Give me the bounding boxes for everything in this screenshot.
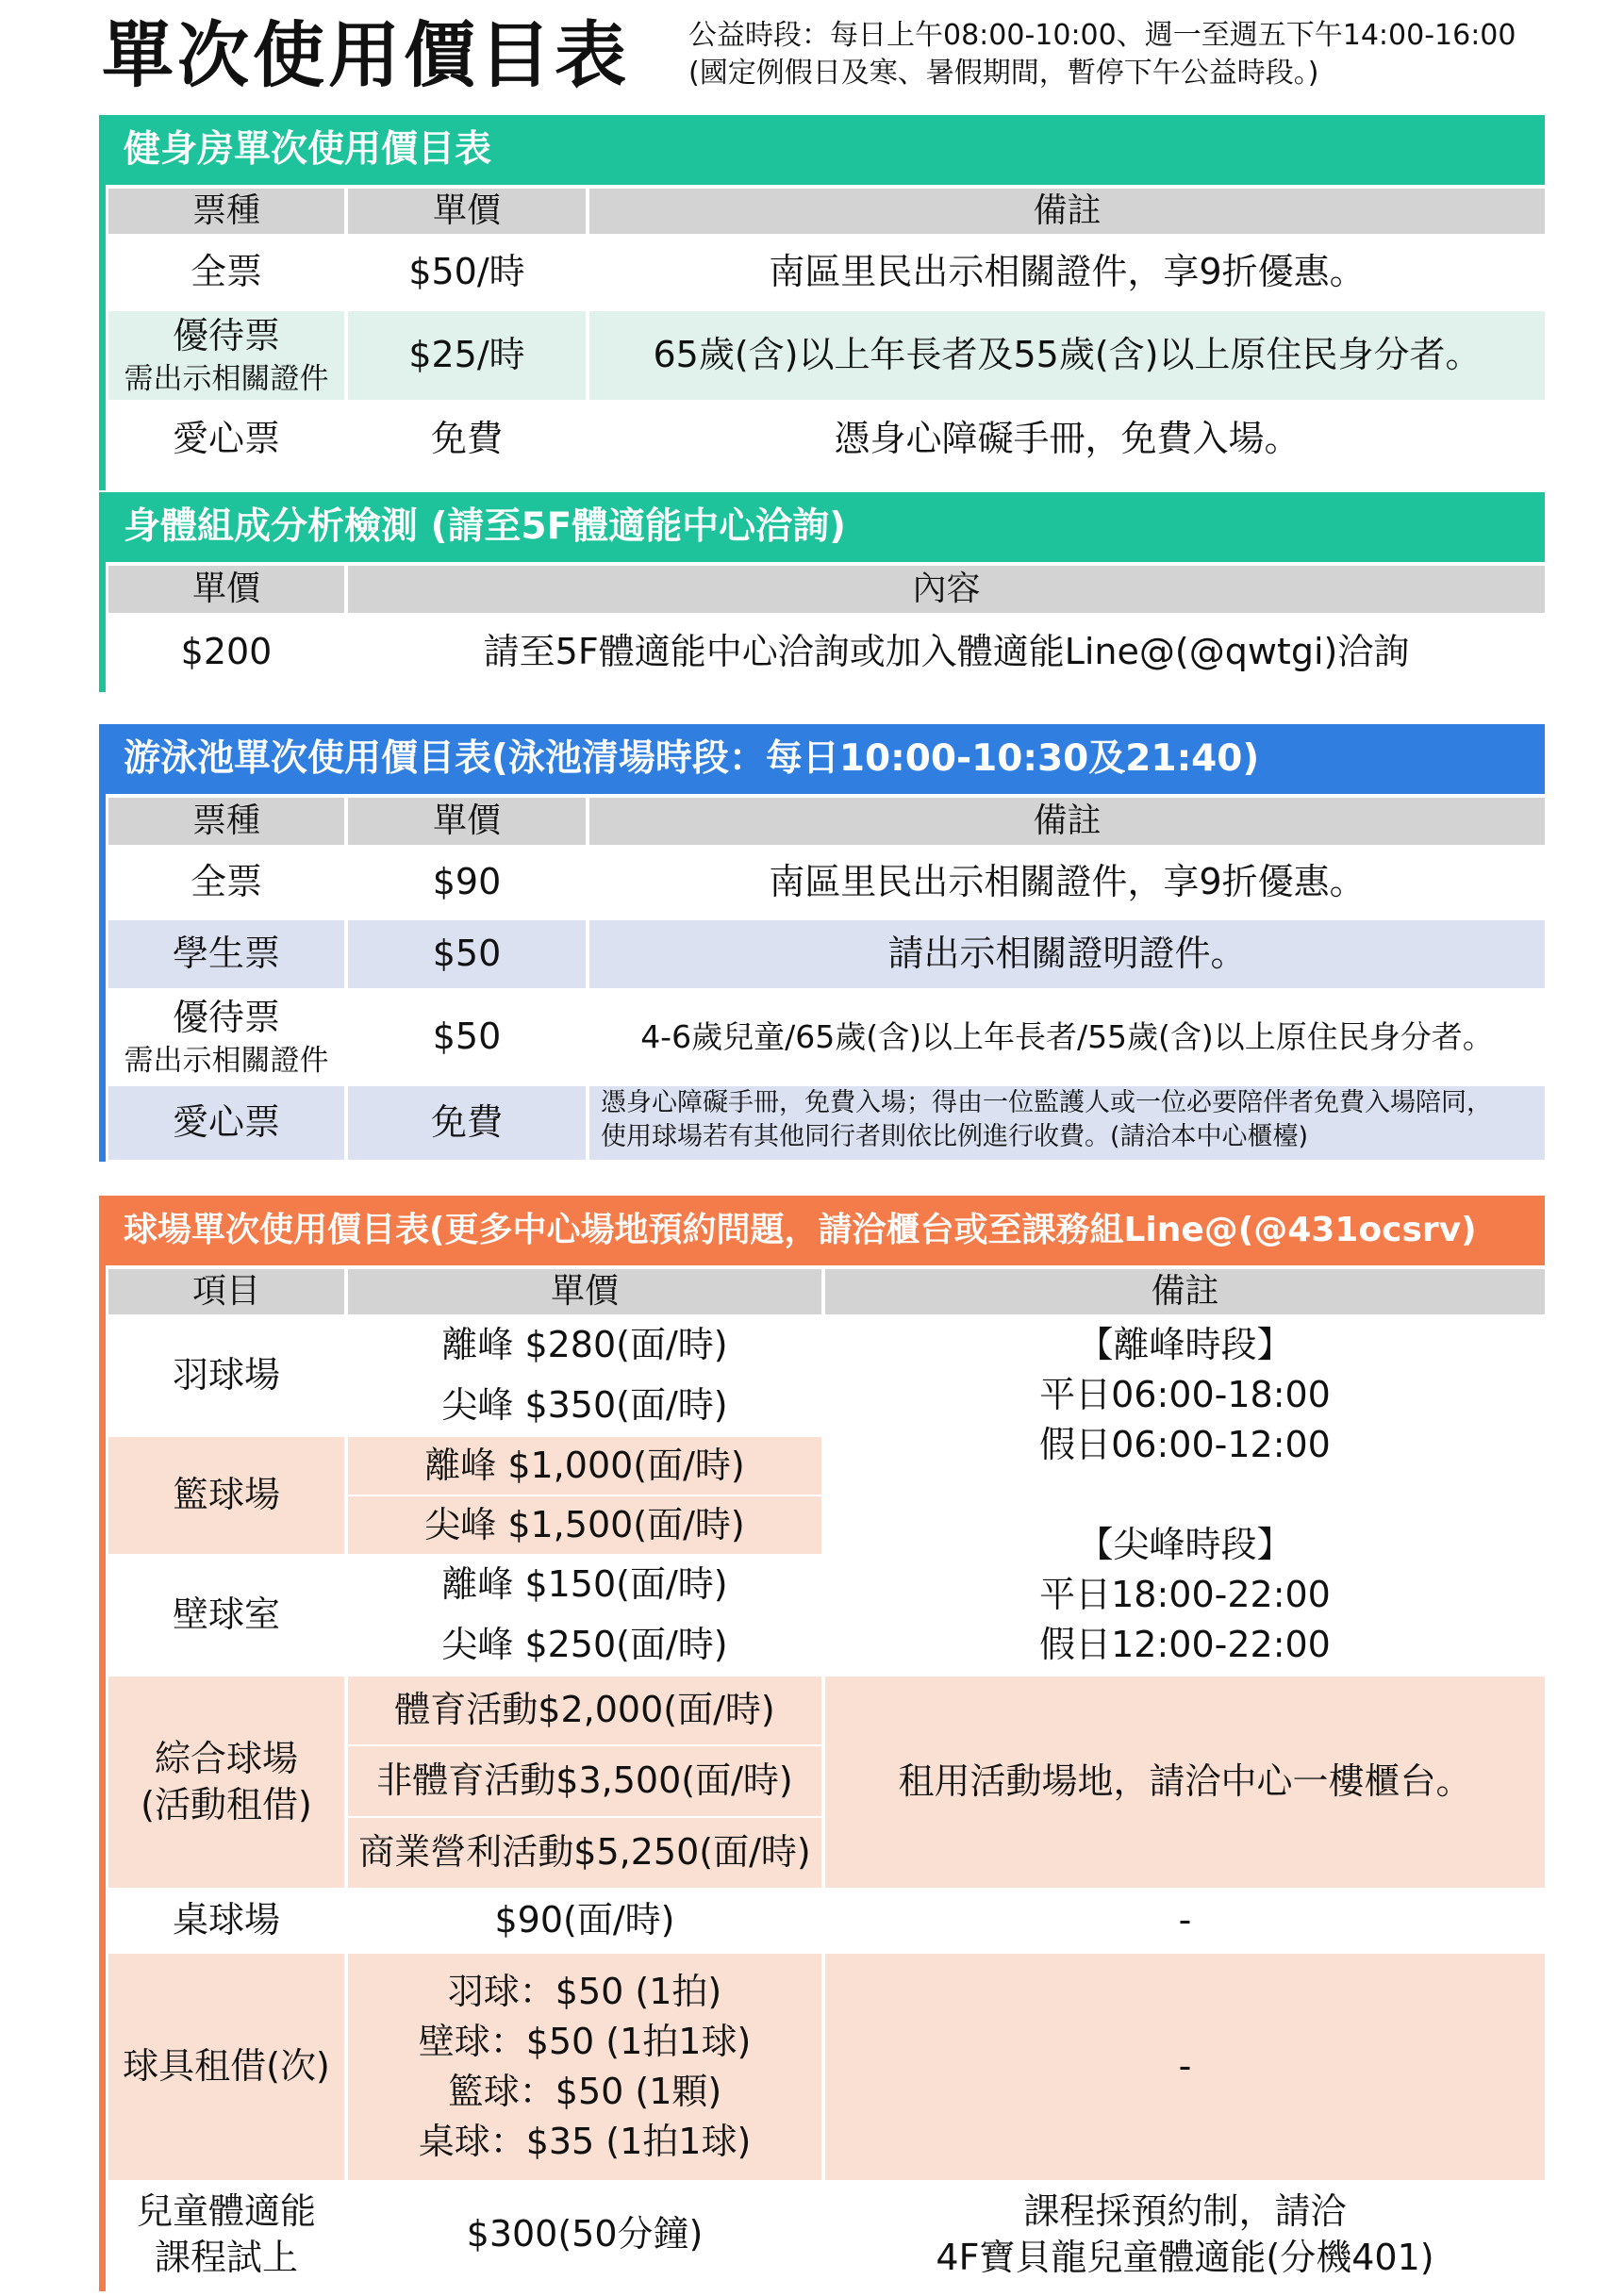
- swim-row-full-type: 全票: [190, 861, 262, 903]
- equipment-badminton-price: 羽球：$50 (1拍): [447, 1971, 722, 2012]
- multi-court-name-line2: (活動租借): [141, 1784, 312, 1825]
- table-tennis-price: $90(面/時): [494, 1899, 675, 1941]
- swim-row-full-price: $90: [432, 861, 502, 903]
- swim-row-student-price: $50: [348, 920, 586, 988]
- multi-court-commercial-price: 商業營利活動$5,250(面/時): [348, 1818, 821, 1888]
- multi-court-note: 租用活動場地，請洽中心一樓櫃台。: [825, 1677, 1545, 1888]
- gym-row-concession-type: [108, 311, 344, 400]
- gym-header-type: 票種: [108, 189, 344, 234]
- swim-section: [99, 724, 1545, 1162]
- kids-fitness-note-line1: 課程採預約制，請洽: [1023, 2189, 1347, 2232]
- swim-row-student-type: 學生票: [108, 920, 344, 988]
- basketball-off-peak-price: 離峰 $1,000(面/時): [348, 1437, 821, 1495]
- gym-section: [99, 115, 1545, 490]
- squash-peak-price: 尖峰 $250(面/時): [441, 1624, 728, 1666]
- swim-header-note: 備註: [589, 798, 1545, 845]
- kids-fitness-name-line2: 課程試上: [154, 2237, 298, 2278]
- swim-row-concession-price: $50: [432, 1016, 502, 1058]
- table-tennis-note: -: [1178, 1899, 1192, 1941]
- court-accent-bar: [99, 1196, 106, 2291]
- equipment-rental-name: 球具租借(次): [108, 1954, 344, 2180]
- kids-fitness-note-line2: 4F寶貝龍兒童體適能(分機401): [936, 2237, 1434, 2278]
- body-comp-content: 請至5F體適能中心洽詢或加入體適能Line@(@qwtgi)洽詢: [483, 631, 1410, 673]
- equipment-squash-price: 壁球：$50 (1拍1球): [418, 2021, 752, 2062]
- body-comp-price: $200: [180, 631, 273, 673]
- badminton-off-peak-price: 離峰 $280(面/時): [441, 1324, 728, 1366]
- off-peak-weekday: 平日06:00-18:00: [1039, 1374, 1331, 1415]
- squash-room-name: 壁球室: [172, 1594, 280, 1636]
- equipment-rental-prices: [348, 1954, 821, 2180]
- gym-row-charity-type: 愛心票: [172, 418, 280, 460]
- gym-row-concession-note: 65歲(含)以上年長者及55歲(含)以上原住民身分者。: [589, 311, 1545, 400]
- gym-section-title: 健身房單次使用價目表: [99, 115, 1545, 185]
- court-section-title: 球場單次使用價目表(更多中心場地預約問題，請洽櫃台或至課務組Line@(@431ocsrv): [99, 1196, 1545, 1265]
- gym-row-full-note: 南區里民出示相關證件，享9折優惠。: [769, 251, 1366, 293]
- gym-row-charity-note: 憑身心障礙手冊，免費入場。: [834, 418, 1301, 460]
- court-header-price: 單價: [348, 1269, 821, 1314]
- badminton-peak-price: 尖峰 $350(面/時): [441, 1384, 728, 1427]
- gym-concession-sub: 需出示相關證件: [124, 361, 329, 396]
- body-comp-header-content: 內容: [348, 566, 1545, 613]
- court-time-note: [825, 1316, 1545, 1675]
- swim-row-full-note: 南區里民出示相關證件，享9折優惠。: [769, 861, 1366, 903]
- body-comp-section-title: 身體組成分析檢測 (請至5F體適能中心洽詢): [99, 492, 1545, 562]
- public-hours-line2: (國定例假日及寒、暑假期間，暫停下午公益時段。): [688, 57, 1319, 90]
- gym-header-note: 備註: [589, 189, 1545, 234]
- gym-row-concession-price: $25/時: [348, 311, 586, 400]
- table-tennis-name: 桌球場: [172, 1899, 280, 1941]
- swim-charity-note-line2: 使用球場若有其他同行者則依比例進行收費。(請洽本中心櫃檯): [601, 1122, 1309, 1152]
- page-header: [102, 0, 1554, 111]
- multi-court-name: [108, 1677, 344, 1888]
- swim-row-charity-price: 免費: [348, 1086, 586, 1160]
- gym-row-charity-price: 免費: [430, 418, 503, 460]
- swim-section-title: 游泳池單次使用價目表(泳池清場時段：每日10:00-10:30及21:40): [99, 724, 1545, 794]
- peak-label: 【尖峰時段】: [1077, 1524, 1293, 1565]
- gym-header-price: 單價: [348, 189, 586, 234]
- gym-row-full-type: 全票: [190, 251, 262, 293]
- public-hours-note: [688, 17, 1516, 92]
- equipment-rental-note: -: [825, 1954, 1545, 2180]
- swim-header-price: 單價: [348, 798, 586, 845]
- peak-weekday: 平日18:00-22:00: [1039, 1574, 1331, 1615]
- gym-row-full-price: $50/時: [408, 251, 525, 293]
- multi-court-name-line1: 綜合球場: [154, 1737, 298, 1779]
- kids-fitness-price: $300(50分鐘): [466, 2213, 704, 2255]
- body-comp-section: [99, 492, 1545, 692]
- equipment-table-tennis-price: 桌球：$35 (1拍1球): [418, 2121, 752, 2162]
- kids-fitness-name: [108, 2182, 344, 2288]
- kids-fitness-note: [825, 2182, 1545, 2288]
- swim-row-concession-type: [108, 990, 344, 1084]
- swim-row-charity-note: [589, 1086, 1545, 1160]
- body-comp-header-price: 單價: [108, 566, 344, 613]
- basketball-court-name: 籃球場: [108, 1437, 344, 1554]
- kids-fitness-name-line1: 兒童體適能: [136, 2189, 316, 2232]
- swim-row-student-note: 請出示相關證明證件。: [589, 920, 1545, 988]
- swim-concession-label: 優待票: [172, 997, 280, 1039]
- badminton-court-name: 羽球場: [172, 1354, 280, 1396]
- swim-concession-sub: 需出示相關證件: [124, 1043, 329, 1078]
- swim-charity-note-line1: 憑身心障礙手冊，免費入場；得由一位監護人或一位必要陪伴者免費入場陪同，: [601, 1088, 1492, 1117]
- gym-concession-label: 優待票: [172, 315, 280, 357]
- squash-off-peak-price: 離峰 $150(面/時): [441, 1563, 728, 1606]
- court-header-item: 項目: [108, 1269, 344, 1314]
- swim-row-concession-note: 4-6歲兒童/65歲(含)以上年長者/55歲(含)以上原住民身分者。: [640, 1017, 1494, 1055]
- basketball-peak-price: 尖峰 $1,500(面/時): [348, 1496, 821, 1554]
- swim-row-charity-type: 愛心票: [108, 1086, 344, 1160]
- off-peak-label: 【離峰時段】: [1077, 1324, 1293, 1365]
- multi-court-nonsports-price: 非體育活動$3,500(面/時): [348, 1746, 821, 1816]
- court-section: [99, 1196, 1545, 2291]
- public-hours-line1: 公益時段：每日上午08:00-10:00、週一至週五下午14:00-16:00: [688, 19, 1516, 52]
- peak-holiday: 假日12:00-22:00: [1039, 1624, 1331, 1665]
- multi-court-sports-price: 體育活動$2,000(面/時): [348, 1677, 821, 1744]
- off-peak-holiday: 假日06:00-12:00: [1039, 1424, 1331, 1465]
- equipment-basketball-price: 籃球：$50 (1顆): [447, 2071, 722, 2112]
- court-header-note: 備註: [825, 1269, 1545, 1314]
- page-title: 單次使用價目表: [102, 13, 630, 97]
- swim-header-type: 票種: [108, 798, 344, 845]
